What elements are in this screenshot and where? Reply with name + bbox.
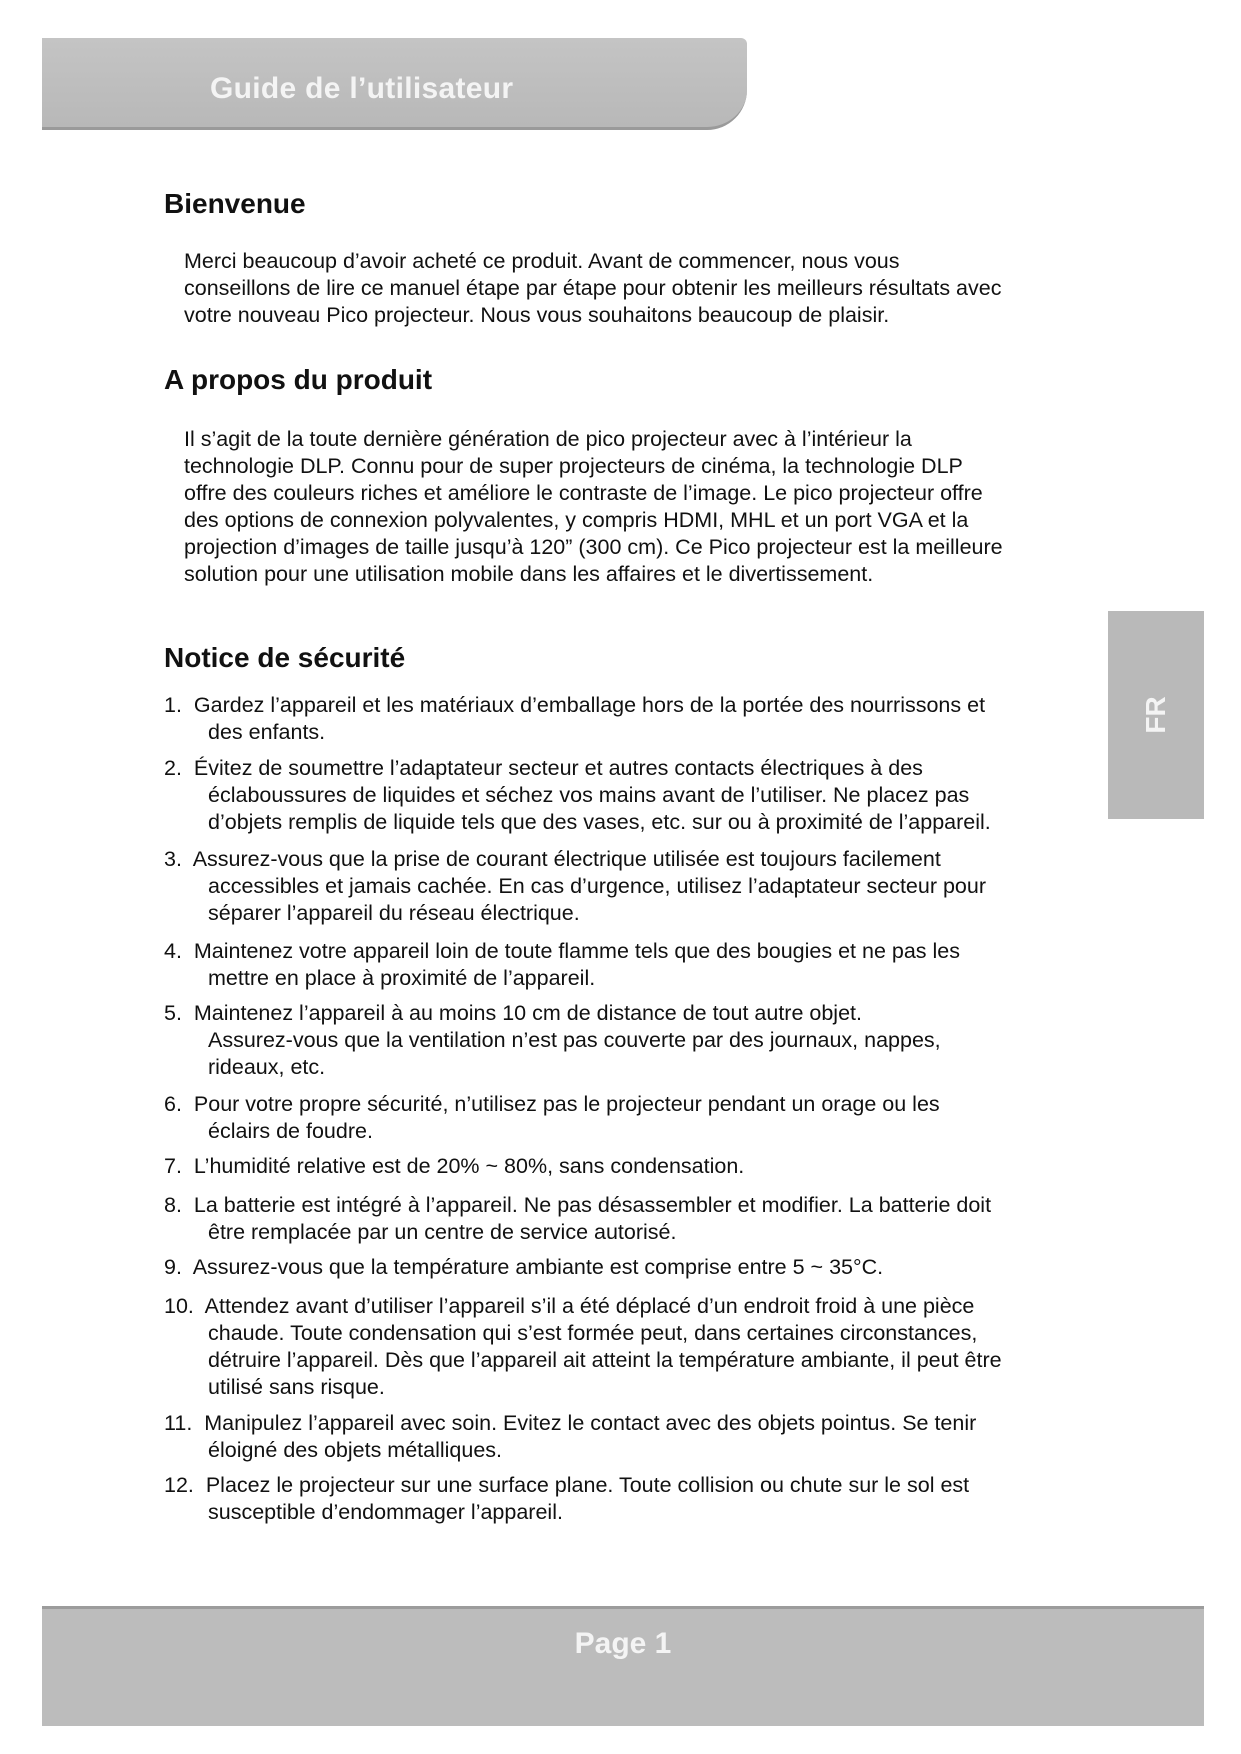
item-continuation: détruire l’appareil. Dès que l’appareil ait atteint la température ambiante, il peut être xyxy=(208,1348,1002,1372)
list-item xyxy=(164,755,1084,836)
language-label: FR xyxy=(1140,696,1171,734)
about-line: technologie DLP. Connu pour de super projecteurs de cinéma, la technologie DLP xyxy=(184,454,963,478)
item-text: Évitez de soumettre l’adaptateur secteur et autres contacts électriques à des xyxy=(193,756,923,780)
item-number: 12. xyxy=(164,1473,194,1497)
item-continuation: rideaux, etc. xyxy=(208,1055,326,1079)
item-number: 11. xyxy=(164,1411,193,1435)
about-heading: A propos du produit xyxy=(164,364,433,395)
list-item xyxy=(164,1254,1084,1281)
about-line: solution pour une utilisation mobile dans les affaires et le divertissement. xyxy=(184,562,874,586)
item-number: 7. xyxy=(164,1154,182,1178)
item-number: 2. xyxy=(164,756,182,780)
item-continuation: éclairs de foudre. xyxy=(208,1119,373,1143)
list-item xyxy=(164,1293,1084,1401)
welcome-paragraph xyxy=(184,248,1084,329)
about-paragraph xyxy=(184,426,1084,588)
item-number: 4. xyxy=(164,939,182,963)
item-number: 5. xyxy=(164,1001,182,1025)
item-text: Attendez avant d’utiliser l’appareil s’il a été déplacé d’un endroit froid à une pièce xyxy=(204,1294,975,1318)
welcome-heading: Bienvenue xyxy=(164,188,306,219)
item-text: Assurez-vous que la température ambiante est comprise entre 5 ~ 35°C. xyxy=(192,1255,884,1279)
item-continuation: des enfants. xyxy=(208,720,326,744)
item-text: Manipulez l’appareil avec soin. Evitez le contact avec des objets pointus. Se tenir xyxy=(204,1411,977,1435)
item-number: 1. xyxy=(164,693,182,717)
item-number: 3. xyxy=(164,847,182,871)
item-continuation: mettre en place à proximité de l’appareil. xyxy=(208,966,596,990)
welcome-line: conseillons de lire ce manuel étape par étape pour obtenir les meilleurs résultats avec xyxy=(184,276,1002,300)
about-line: des options de connexion polyvalentes, y compris HDMI, MHL et un port VGA et la xyxy=(184,508,969,532)
language-side-tab xyxy=(1108,611,1204,819)
about-line: offre des couleurs riches et améliore le contraste de l’image. Le pico projecteur offre xyxy=(184,481,983,505)
about-line: Il s’agit de la toute dernière génération de pico projecteur avec à l’intérieur la xyxy=(184,427,912,451)
welcome-line: votre nouveau Pico projecteur. Nous vous souhaitons beaucoup de plaisir. xyxy=(184,303,890,327)
item-continuation: éloigné des objets métalliques. xyxy=(208,1438,503,1462)
list-item xyxy=(164,1410,1084,1464)
item-continuation: susceptible d’endommager l’appareil. xyxy=(208,1500,563,1524)
list-item xyxy=(164,692,1084,746)
item-continuation: accessibles et jamais cachée. En cas d’urgence, utilisez l’adaptateur secteur pour xyxy=(208,874,986,898)
item-number: 6. xyxy=(164,1092,182,1116)
list-item xyxy=(164,1091,1084,1145)
item-text: Pour votre propre sécurité, n’utilisez pas le projecteur pendant un orage ou les xyxy=(193,1092,940,1116)
item-number: 10. xyxy=(164,1294,194,1318)
item-continuation: d’objets remplis de liquide tels que des vases, etc. sur ou à proximité de l’appareil. xyxy=(208,810,991,834)
item-continuation: Assurez-vous que la ventilation n’est pas couverte par des journaux, nappes, xyxy=(208,1028,941,1052)
item-continuation: chaude. Toute condensation qui s’est formée peut, dans certaines circonstances, xyxy=(208,1321,978,1345)
list-item xyxy=(164,938,1084,992)
item-continuation: être remplacée par un centre de service autorisé. xyxy=(208,1220,677,1244)
list-item xyxy=(164,846,1084,927)
item-text: Maintenez votre appareil loin de toute flamme tels que des bougies et ne pas les xyxy=(193,939,960,963)
welcome-line: Merci beaucoup d’avoir acheté ce produit. Avant de commencer, nous vous xyxy=(184,249,900,273)
notice-heading: Notice de sécurité xyxy=(164,642,406,673)
item-continuation: éclaboussures de liquides et séchez vos mains avant de l’utiliser. Ne placez pas xyxy=(208,783,970,807)
footer-bar xyxy=(42,1606,1204,1726)
list-item xyxy=(164,1000,1084,1081)
item-continuation: séparer l’appareil du réseau électrique. xyxy=(208,901,580,925)
page-header-title: Guide de l’utilisateur xyxy=(210,72,514,105)
page-number: Page 1 xyxy=(574,1627,672,1660)
header-tab xyxy=(42,38,747,130)
item-continuation: utilisé sans risque. xyxy=(208,1375,385,1399)
list-item xyxy=(164,1472,1084,1526)
list-item xyxy=(164,1192,1084,1246)
item-text: La batterie est intégré à l’appareil. Ne pas désassembler et modifier. La batterie doit xyxy=(193,1193,992,1217)
item-number: 8. xyxy=(164,1193,182,1217)
about-line: projection d’images de taille jusqu’à 120” (300 cm). Ce Pico projecteur est la meilleure xyxy=(184,535,1003,559)
item-text: Assurez-vous que la prise de courant électrique utilisée est toujours facilement xyxy=(192,847,941,871)
item-number: 9. xyxy=(164,1255,182,1279)
list-item xyxy=(164,1153,1084,1180)
item-text: Maintenez l’appareil à au moins 10 cm de distance de tout autre objet. xyxy=(193,1001,862,1025)
item-text: Gardez l’appareil et les matériaux d’emballage hors de la portée des nourrissons et xyxy=(193,693,986,717)
item-text: Placez le projecteur sur une surface plane. Toute collision ou chute sur le sol est xyxy=(205,1473,970,1497)
item-text: L’humidité relative est de 20% ~ 80%, sans condensation. xyxy=(193,1154,745,1178)
